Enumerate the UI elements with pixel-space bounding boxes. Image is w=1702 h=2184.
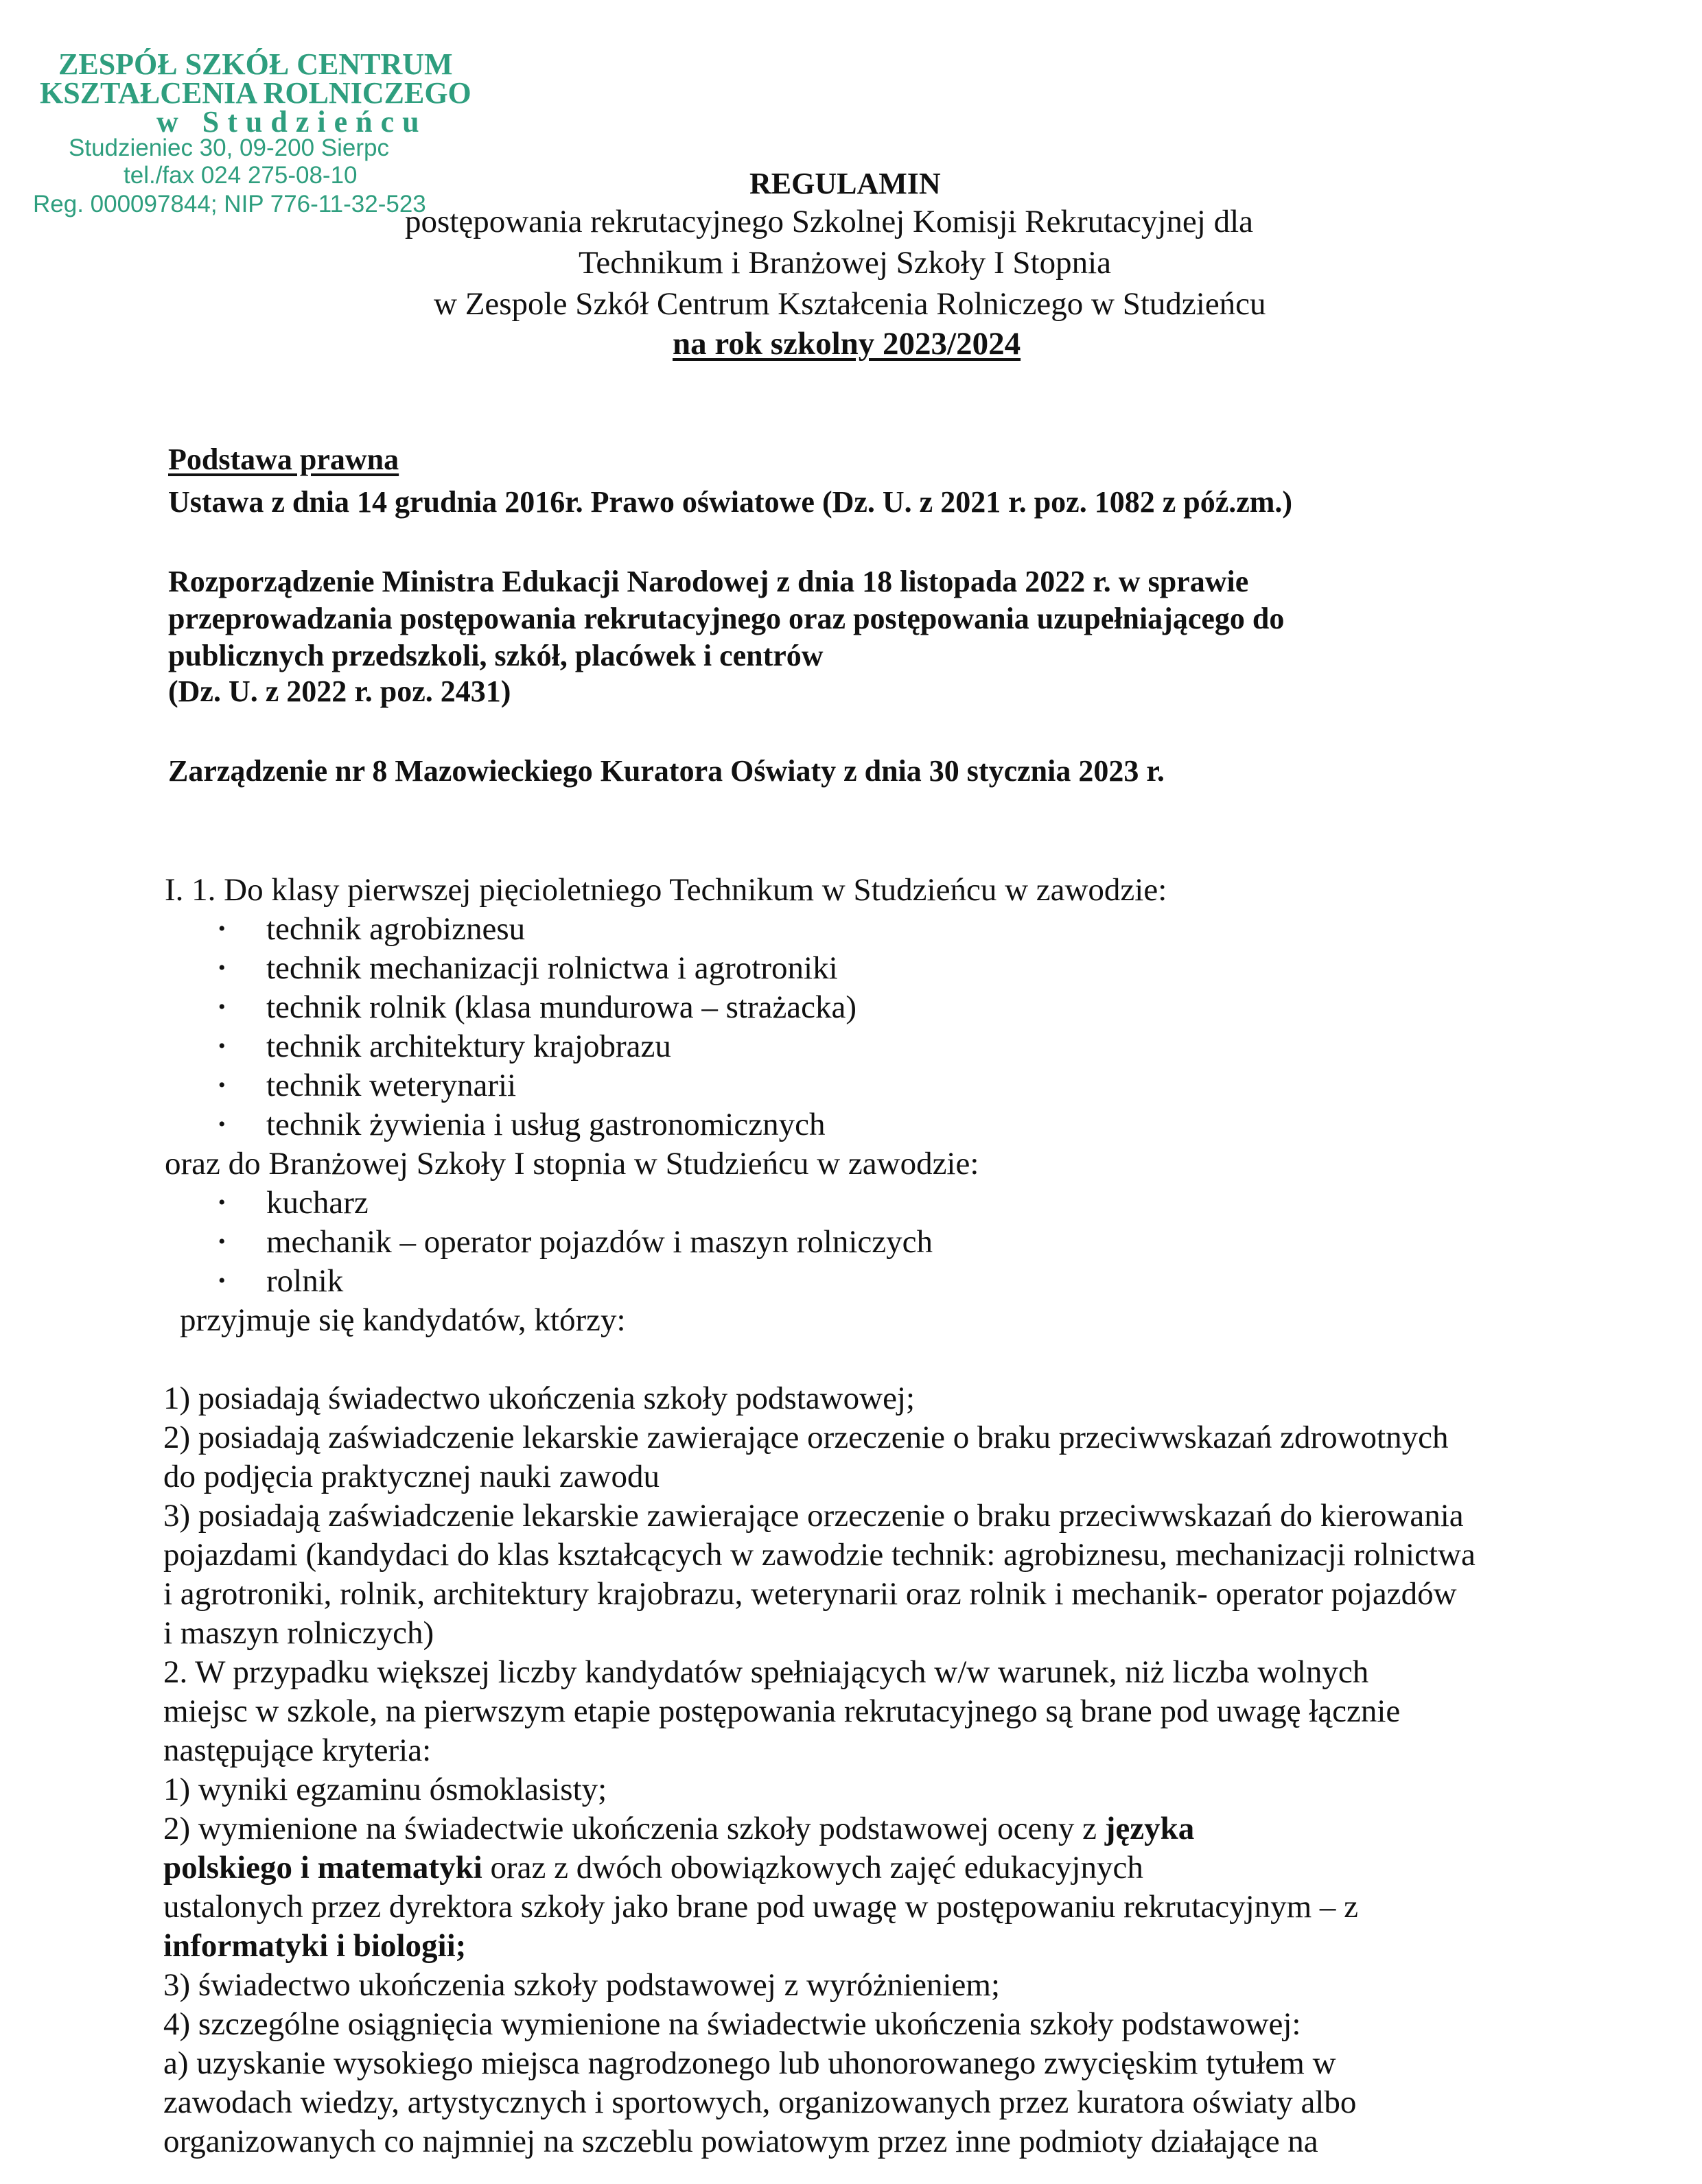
legal-act-2-line-4: (Dz. U. z 2022 r. poz. 2431) bbox=[168, 674, 511, 708]
bullet-icon: • bbox=[218, 1230, 226, 1253]
list-item: mechanik – operator pojazdów i maszyn rolniczych bbox=[266, 1224, 933, 1260]
paragraph-2-line-3: następujące kryteria: bbox=[163, 1733, 432, 1768]
list-item: technik weterynarii bbox=[266, 1068, 517, 1103]
requirement-2-line-2: do podjęcia praktycznej nauki zawodu bbox=[163, 1459, 660, 1494]
bullet-icon: • bbox=[218, 956, 226, 979]
requirement-3-line-3: i agrotroniki, rolnik, architektury krajobrazu, weterynarii oraz rolnik i mechanik- operator pojazdów bbox=[163, 1576, 1457, 1612]
stamp-line-2: KSZTAŁCENIA ROLNICZEGO bbox=[40, 76, 471, 110]
criterion-2-bold: języka bbox=[1104, 1811, 1195, 1846]
requirement-1: 1) posiadają świadectwo ukończenia szkoły podstawowej; bbox=[163, 1381, 916, 1416]
bullet-icon: • bbox=[218, 1113, 226, 1136]
legal-act-1: Ustawa z dnia 14 grudnia 2016r. Prawo oświatowe (Dz. U. z 2021 r. poz. 1082 z póź.zm.) bbox=[168, 485, 1293, 519]
criterion-4a-line-1: a) uzyskanie wysokiego miejsca nagrodzonego lub uhonorowanego zwycięskim tytułem w bbox=[163, 2045, 1336, 2081]
criterion-3: 3) świadectwo ukończenia szkoły podstawowej z wyróżnieniem; bbox=[163, 1967, 1001, 2003]
requirement-3-line-2: pojazdami (kandydaci do klas kształcących w zawodzie technik: agrobiznesu, mechanizacji rolnictwa bbox=[163, 1537, 1476, 1573]
title-line-2: Technikum i Branżowej Szkoły I Stopnia bbox=[579, 245, 1111, 281]
criterion-2-line-1 bbox=[163, 1810, 1194, 1847]
list-item: technik architektury krajobrazu bbox=[266, 1029, 671, 1064]
stamp-line-1: ZESPÓŁ SZKÓŁ CENTRUM bbox=[58, 47, 453, 81]
paragraph-2-line-2: miejsc w szkole, na pierwszym etapie postępowania rekrutacyjnego są brane pod uwagę łącznie bbox=[163, 1693, 1401, 1729]
document-title: REGULAMIN bbox=[749, 167, 941, 200]
stamp-line-5: tel./fax 024 275-08-10 bbox=[124, 162, 358, 189]
list-item: kucharz bbox=[266, 1185, 369, 1221]
legal-act-2-line-3: publicznych przedszkoli, szkół, placówek i centrów bbox=[168, 639, 824, 672]
criterion-1: 1) wyniki egzaminu ósmoklasisty; bbox=[163, 1772, 607, 1807]
requirement-3-line-1: 3) posiadają zaświadczenie lekarskie zawierające orzeczenie o braku przeciwwskazań do kierowania bbox=[163, 1498, 1464, 1534]
bullet-icon: • bbox=[218, 917, 226, 940]
branzowa-intro: oraz do Branżowej Szkoły I stopnia w Studzieńcu w zawodzie: bbox=[165, 1146, 979, 1182]
bullet-icon: • bbox=[218, 996, 226, 1018]
criterion-2-line-2 bbox=[163, 1849, 1143, 1886]
requirement-2-line-1: 2) posiadają zaświadczenie lekarskie zawierające orzeczenie o braku przeciwwskazań zdrowotnych bbox=[163, 1420, 1449, 1455]
school-year: na rok szkolny 2023/2024 bbox=[673, 326, 1021, 362]
list-item: technik rolnik (klasa mundurowa – strażacka) bbox=[266, 989, 857, 1025]
requirement-3-line-4: i maszyn rolniczych) bbox=[163, 1615, 434, 1651]
criterion-4a-line-2: zawodach wiedzy, artystycznych i sportowych, organizowanych przez kuratora oświaty albo bbox=[163, 2085, 1357, 2120]
criterion-4: 4) szczególne osiągnięcia wymienione na świadectwie ukończenia szkoły podstawowej: bbox=[163, 2006, 1301, 2042]
title-line-1: postępowania rekrutacyjnego Szkolnej Komisji Rekrutacyjnej dla bbox=[405, 204, 1254, 239]
paragraph-2-line-1: 2. W przypadku większej liczby kandydatów spełniających w/w warunek, niż liczba wolnych bbox=[163, 1654, 1369, 1690]
criterion-2-line-4 bbox=[163, 1927, 466, 1964]
criterion-2-text: oraz z dwóch obowiązkowych zajęć edukacyjnych bbox=[482, 1850, 1143, 1886]
bullet-icon: • bbox=[218, 1074, 226, 1096]
title-line-3: w Zespole Szkół Centrum Kształcenia Rolniczego w Studzieńcu bbox=[434, 286, 1266, 322]
criterion-4a-line-3: organizowanych co najmniej na szczeblu powiatowym przez inne podmioty działające na bbox=[163, 2124, 1318, 2159]
legal-act-2-line-2: przeprowadzania postępowania rekrutacyjnego oraz postępowania uzupełniającego do bbox=[168, 602, 1285, 635]
bullet-icon: • bbox=[218, 1035, 226, 1057]
criterion-2-line-3: ustalonych przez dyrektora szkoły jako brane pod uwagę w postępowaniu rekrutacyjnym – z bbox=[163, 1889, 1359, 1925]
list-item: technik żywienia i usług gastronomicznych bbox=[266, 1107, 826, 1142]
legal-act-2-line-1: Rozporządzenie Ministra Edukacji Narodowej z dnia 18 listopada 2022 r. w sprawie bbox=[168, 565, 1249, 598]
criterion-2-bold: polskiego i matematyki bbox=[163, 1850, 482, 1886]
stamp-line-4: Studzieniec 30, 09-200 Sierpc bbox=[69, 134, 389, 161]
legal-act-3: Zarządzenie nr 8 Mazowieckiego Kuratora Oświaty z dnia 30 stycznia 2023 r. bbox=[168, 754, 1165, 788]
legal-basis-heading: Podstawa prawna bbox=[168, 443, 399, 476]
list-item: rolnik bbox=[266, 1263, 344, 1299]
section-1-intro: I. 1. Do klasy pierwszej pięcioletniego Technikum w Studzieńcu w zawodzie: bbox=[165, 872, 1167, 908]
bullet-icon: • bbox=[218, 1191, 226, 1214]
criterion-2-bold: informatyki i biologii; bbox=[163, 1928, 467, 1964]
list-item: technik agrobiznesu bbox=[266, 911, 526, 947]
accept-text: przyjmuje się kandydatów, którzy: bbox=[180, 1302, 626, 1338]
bullet-icon: • bbox=[218, 1269, 226, 1292]
stamp-line-6: Reg. 000097844; NIP 776-11-32-523 bbox=[33, 191, 426, 218]
list-item: technik mechanizacji rolnictwa i agrotroniki bbox=[266, 950, 838, 986]
stamp-line-3: w Studzieńcu bbox=[156, 105, 428, 139]
criterion-2-text: 2) wymienione na świadectwie ukończenia szkoły podstawowej oceny z bbox=[163, 1811, 1105, 1846]
